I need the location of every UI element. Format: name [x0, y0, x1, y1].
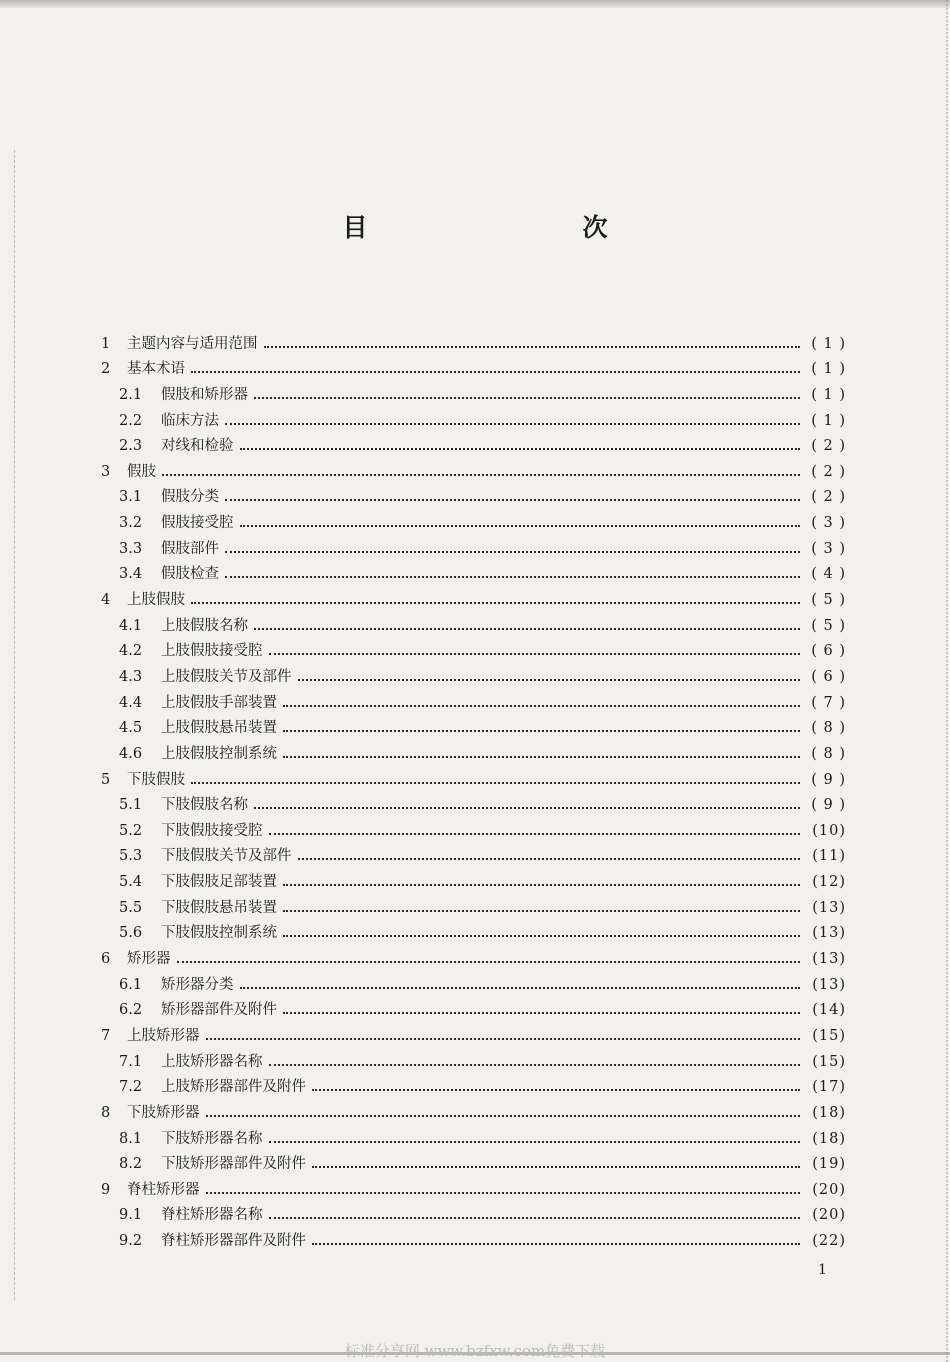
- toc-entry-label: 矫形器部件及附件: [161, 1002, 277, 1019]
- toc-entry-number: 4.6: [119, 745, 143, 762]
- toc-entry-label: 上肢矫形器部件及附件: [161, 1079, 306, 1096]
- toc-entry[interactable]: [101, 1019, 846, 1045]
- toc-entry[interactable]: [101, 1071, 846, 1097]
- toc-dot-leader: [225, 576, 800, 578]
- toc-entry[interactable]: [101, 737, 846, 763]
- toc-entry[interactable]: [101, 712, 846, 738]
- toc-entry-page: (20): [812, 1207, 846, 1224]
- toc-entry-number: 6.2: [119, 1002, 143, 1019]
- toc-entry-page: (10): [812, 822, 846, 839]
- toc-entry[interactable]: [101, 686, 846, 712]
- toc-entry-label: 脊柱矫形器名称: [161, 1207, 263, 1224]
- toc-entry-page: (13): [812, 951, 846, 968]
- toc-entry-page: (14): [812, 1002, 846, 1019]
- toc-entry-page: (19): [812, 1156, 846, 1173]
- toc-entry-number: 5.6: [119, 925, 143, 942]
- toc-entry-label: 上肢假肢: [127, 592, 185, 609]
- toc-entry-number: 6.1: [119, 976, 143, 993]
- toc-dot-leader: [225, 551, 800, 553]
- toc-entry-label: 假肢检查: [161, 566, 219, 583]
- toc-entry[interactable]: [101, 917, 846, 943]
- toc-entry-number: 7.2: [119, 1079, 143, 1096]
- toc-entry[interactable]: [101, 583, 846, 609]
- watermark: 标准分享网 www.bzfxw.com免费下载: [344, 1342, 606, 1360]
- toc-entry[interactable]: [101, 942, 846, 968]
- toc-entry-number: 5.5: [119, 899, 143, 916]
- toc-entry-label: 脊柱矫形器部件及附件: [161, 1233, 306, 1250]
- toc-entry-number: 3.2: [119, 515, 143, 532]
- toc-entry[interactable]: [101, 1173, 846, 1199]
- toc-dot-leader: [312, 1089, 800, 1091]
- toc-entry-number: 5: [101, 771, 111, 788]
- toc-entry[interactable]: [101, 968, 846, 994]
- toc-dot-leader: [283, 1012, 800, 1014]
- toc-entry-page: ( 6 ): [811, 668, 846, 685]
- toc-dot-leader: [162, 474, 800, 476]
- toc-entry-label: 下肢假肢: [127, 771, 185, 788]
- toc-entry-label: 上肢假肢接受腔: [161, 643, 263, 660]
- toc-entry-number: 4: [101, 592, 111, 609]
- toc-entry-page: (13): [812, 899, 846, 916]
- toc-entry-number: 3.1: [119, 489, 143, 506]
- toc-entry-page: ( 5 ): [811, 592, 846, 609]
- toc-entry-number: 5.4: [119, 874, 143, 891]
- toc-entry-page: ( 6 ): [811, 643, 846, 660]
- toc-entry[interactable]: [101, 1096, 846, 1122]
- toc-dot-leader: [298, 679, 801, 681]
- toc-entry-number: 7.1: [119, 1053, 143, 1070]
- toc-entry-page: ( 8 ): [811, 720, 846, 737]
- toc-dot-leader: [298, 858, 801, 860]
- toc-dot-leader: [240, 448, 801, 450]
- toc-entry-label: 下肢假肢接受腔: [161, 822, 263, 839]
- page-title: 目 次: [342, 213, 663, 242]
- toc-entry[interactable]: [101, 763, 846, 789]
- toc-entry[interactable]: [101, 865, 846, 891]
- toc-entry[interactable]: [101, 635, 846, 661]
- toc-dot-leader: [269, 653, 801, 655]
- toc-entry-page: ( 8 ): [811, 745, 846, 762]
- toc-dot-leader: [206, 1192, 801, 1194]
- toc-entry-page: ( 1 ): [811, 361, 846, 378]
- toc-entry-number: 3.3: [119, 540, 143, 557]
- toc-entry-label: 假肢分类: [161, 489, 219, 506]
- toc-entry-number: 9.1: [119, 1207, 143, 1224]
- toc-entry[interactable]: [101, 558, 846, 584]
- toc-entry-number: 4.1: [119, 617, 143, 634]
- toc-entry-label: 下肢假肢名称: [161, 797, 248, 814]
- toc-entry-page: (17): [812, 1079, 846, 1096]
- toc-dot-leader: [225, 423, 800, 425]
- toc-entry-label: 矫形器分类: [161, 976, 234, 993]
- toc-entry-page: ( 1 ): [811, 386, 846, 403]
- toc-entry-page: ( 1 ): [811, 335, 846, 352]
- toc-dot-leader: [283, 730, 800, 732]
- toc-entry-page: (13): [812, 976, 846, 993]
- toc-entry-label: 上肢假肢控制系统: [161, 745, 277, 762]
- toc-entry-number: 9: [101, 1181, 111, 1198]
- toc-entry-number: 2.2: [119, 412, 143, 429]
- toc-entry-label: 假肢和矫形器: [161, 386, 248, 403]
- toc-dot-leader: [254, 397, 800, 399]
- toc-dot-leader: [312, 1166, 800, 1168]
- toc-entry-page: (11): [812, 848, 846, 865]
- toc-entry-page: ( 2 ): [811, 463, 846, 480]
- toc-entry-page: ( 3 ): [811, 515, 846, 532]
- toc-entry-page: (18): [812, 1130, 846, 1147]
- toc-dot-leader: [283, 935, 800, 937]
- toc-entry-number: 5.3: [119, 848, 143, 865]
- scan-left-edge: [14, 150, 17, 1300]
- toc-entry[interactable]: [101, 1199, 846, 1225]
- toc-entry-page: ( 9 ): [811, 797, 846, 814]
- toc-entry[interactable]: [101, 660, 846, 686]
- toc-entry-number: 7: [101, 1027, 111, 1044]
- toc-entry-number: 3: [101, 463, 111, 480]
- toc-dot-leader: [283, 910, 800, 912]
- toc-entry-label: 下肢矫形器名称: [161, 1130, 263, 1147]
- toc-entry-label: 下肢假肢控制系统: [161, 925, 277, 942]
- toc-dot-leader: [264, 346, 801, 348]
- toc-entry[interactable]: [101, 840, 846, 866]
- toc-dot-leader: [191, 782, 800, 784]
- toc-entry-label: 上肢矫形器名称: [161, 1053, 263, 1070]
- table-of-contents: [101, 327, 846, 1250]
- toc-entry[interactable]: [101, 404, 846, 430]
- toc-entry-label: 临床方法: [161, 412, 219, 429]
- toc-entry-label: 矫形器: [127, 951, 171, 968]
- toc-entry-number: 4.5: [119, 720, 143, 737]
- toc-entry-number: 4.4: [119, 694, 143, 711]
- toc-entry-page: (13): [812, 925, 846, 942]
- toc-entry-label: 上肢假肢悬吊装置: [161, 720, 277, 737]
- toc-entry[interactable]: [101, 506, 846, 532]
- toc-entry[interactable]: [101, 789, 846, 815]
- toc-entry-number: 9.2: [119, 1233, 143, 1250]
- toc-dot-leader: [283, 884, 800, 886]
- toc-entry-number: 5.1: [119, 797, 143, 814]
- toc-entry-label: 上肢假肢名称: [161, 617, 248, 634]
- toc-entry-label: 脊柱矫形器: [127, 1181, 200, 1198]
- toc-entry[interactable]: [101, 609, 846, 635]
- toc-entry-label: 假肢接受腔: [161, 515, 234, 532]
- toc-entry[interactable]: [101, 378, 846, 404]
- toc-dot-leader: [225, 499, 800, 501]
- toc-entry-number: 5.2: [119, 822, 143, 839]
- scan-right-edge: [942, 0, 948, 1362]
- toc-entry[interactable]: [101, 327, 846, 353]
- toc-entry-number: 4.2: [119, 643, 143, 660]
- toc-dot-leader: [312, 1243, 800, 1245]
- toc-entry-page: (20): [812, 1181, 846, 1198]
- toc-entry-number: 2: [101, 361, 111, 378]
- toc-entry[interactable]: [101, 994, 846, 1020]
- toc-entry-label: 下肢假肢足部装置: [161, 874, 277, 891]
- toc-entry-page: ( 7 ): [811, 694, 846, 711]
- toc-entry[interactable]: [101, 455, 846, 481]
- page-number: 1: [818, 1262, 827, 1278]
- toc-dot-leader: [240, 525, 801, 527]
- toc-entry[interactable]: [101, 353, 846, 379]
- toc-entry-label: 主题内容与适用范围: [127, 335, 258, 352]
- scan-top-edge: [0, 0, 950, 8]
- toc-dot-leader: [269, 1064, 801, 1066]
- toc-dot-leader: [283, 756, 800, 758]
- toc-dot-leader: [177, 961, 801, 963]
- toc-entry-page: (15): [812, 1027, 846, 1044]
- toc-entry-label: 假肢: [127, 463, 156, 480]
- toc-entry-label: 上肢假肢手部装置: [161, 694, 277, 711]
- toc-dot-leader: [269, 1217, 801, 1219]
- toc-entry-page: ( 2 ): [811, 438, 846, 455]
- toc-dot-leader: [269, 1141, 801, 1143]
- toc-entry-label: 下肢矫形器: [127, 1104, 200, 1121]
- toc-entry-page: ( 4 ): [811, 566, 846, 583]
- toc-entry-label: 假肢部件: [161, 540, 219, 557]
- toc-entry[interactable]: [101, 532, 846, 558]
- toc-dot-leader: [283, 705, 800, 707]
- toc-entry-number: 3.4: [119, 566, 143, 583]
- toc-entry-page: (15): [812, 1053, 846, 1070]
- toc-entry-page: (12): [812, 874, 846, 891]
- toc-dot-leader: [191, 602, 800, 604]
- toc-entry-label: 下肢假肢悬吊装置: [161, 899, 277, 916]
- toc-entry-page: ( 2 ): [811, 489, 846, 506]
- toc-entry-number: 6: [101, 951, 111, 968]
- toc-entry-page: ( 9 ): [811, 771, 846, 788]
- toc-entry-number: 8: [101, 1104, 111, 1121]
- toc-entry-number: 1: [101, 335, 111, 352]
- toc-entry-page: ( 1 ): [811, 412, 846, 429]
- toc-entry-number: 8.2: [119, 1156, 143, 1173]
- toc-entry[interactable]: [101, 1122, 846, 1148]
- toc-entry-number: 4.3: [119, 668, 143, 685]
- toc-entry-label: 下肢矫形器部件及附件: [161, 1156, 306, 1173]
- toc-entry-label: 基本术语: [127, 361, 185, 378]
- toc-dot-leader: [254, 807, 800, 809]
- toc-entry[interactable]: [101, 891, 846, 917]
- toc-entry[interactable]: [101, 1148, 846, 1174]
- toc-entry-page: (22): [812, 1233, 846, 1250]
- toc-entry-page: ( 3 ): [811, 540, 846, 557]
- toc-dot-leader: [206, 1038, 801, 1040]
- toc-dot-leader: [206, 1115, 801, 1117]
- toc-entry-label: 上肢矫形器: [127, 1027, 200, 1044]
- toc-entry[interactable]: [101, 1045, 846, 1071]
- toc-entry-label: 上肢假肢关节及部件: [161, 668, 292, 685]
- toc-entry[interactable]: [101, 814, 846, 840]
- toc-dot-leader: [240, 987, 801, 989]
- toc-entry[interactable]: [101, 481, 846, 507]
- toc-entry-page: (18): [812, 1104, 846, 1121]
- toc-entry-label: 对线和检验: [161, 438, 234, 455]
- toc-entry[interactable]: [101, 430, 846, 456]
- toc-entry-number: 2.1: [119, 386, 143, 403]
- toc-entry-number: 2.3: [119, 438, 143, 455]
- toc-entry-page: ( 5 ): [811, 617, 846, 634]
- toc-dot-leader: [269, 833, 801, 835]
- toc-entry-label: 下肢假肢关节及部件: [161, 848, 292, 865]
- toc-dot-leader: [191, 371, 800, 373]
- toc-dot-leader: [254, 628, 800, 630]
- toc-entry-number: 8.1: [119, 1130, 143, 1147]
- toc-entry[interactable]: [101, 1224, 846, 1250]
